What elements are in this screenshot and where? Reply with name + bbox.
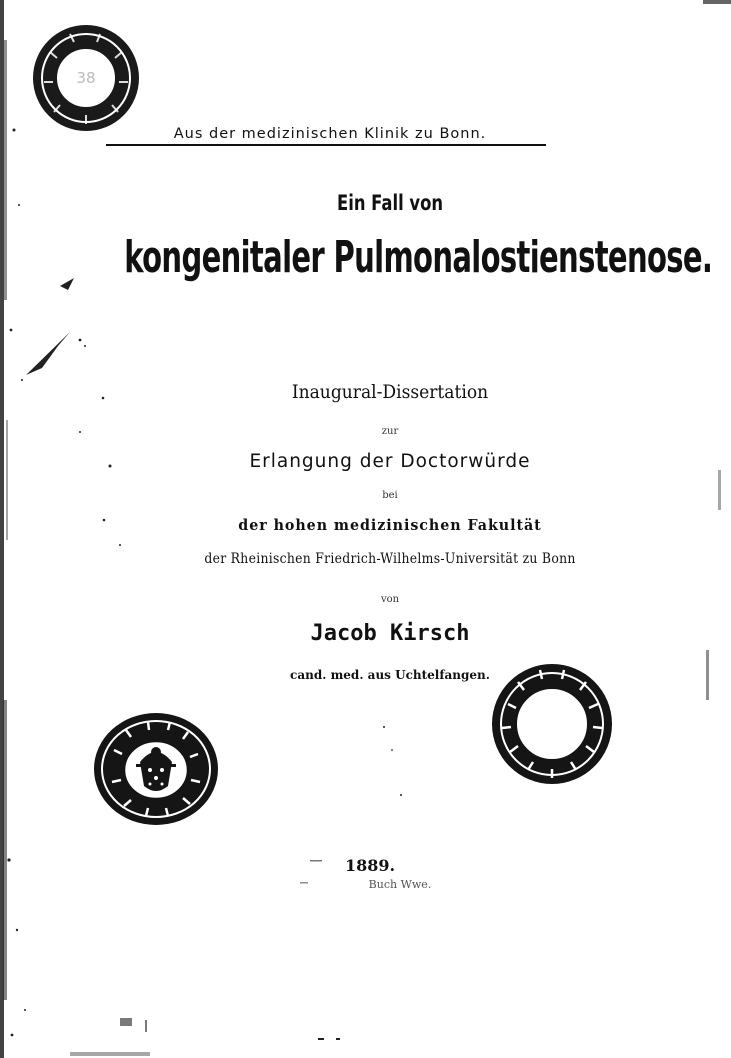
publication-year: 1889.: [344, 856, 396, 875]
dissertation-type: Inaugural-Dissertation: [291, 381, 489, 403]
main-title: kongenitaler Pulmonalostienstenose.: [124, 232, 713, 283]
header-rule: [106, 144, 546, 146]
author-name: Jacob Kirsch: [310, 621, 470, 646]
library-stamp-roma: [90, 710, 222, 828]
clinic-header: Aus der medizinischen Klinik zu Bonn.: [173, 126, 487, 142]
author-info: cand. med. aus Uchtelfangen.: [290, 668, 490, 682]
svg-text:38: 38: [76, 69, 96, 87]
library-stamp-top-left: [30, 22, 142, 134]
faculty-line: der hohen medizinischen Fakultät: [238, 516, 542, 534]
academy-stamp: [488, 660, 616, 788]
zur-label: zur: [381, 426, 399, 437]
university-line: der Rheinischen Friedrich-Wilhelms-Universität zu Bonn: [204, 551, 576, 567]
title-intro: Ein Fall von: [337, 191, 443, 215]
von-label: von: [380, 594, 400, 605]
purpose-line: Erlangung der Doctorwürde: [249, 451, 531, 472]
bei-label: bei: [382, 490, 398, 501]
printer-name: Buch Wwe.: [368, 878, 432, 891]
